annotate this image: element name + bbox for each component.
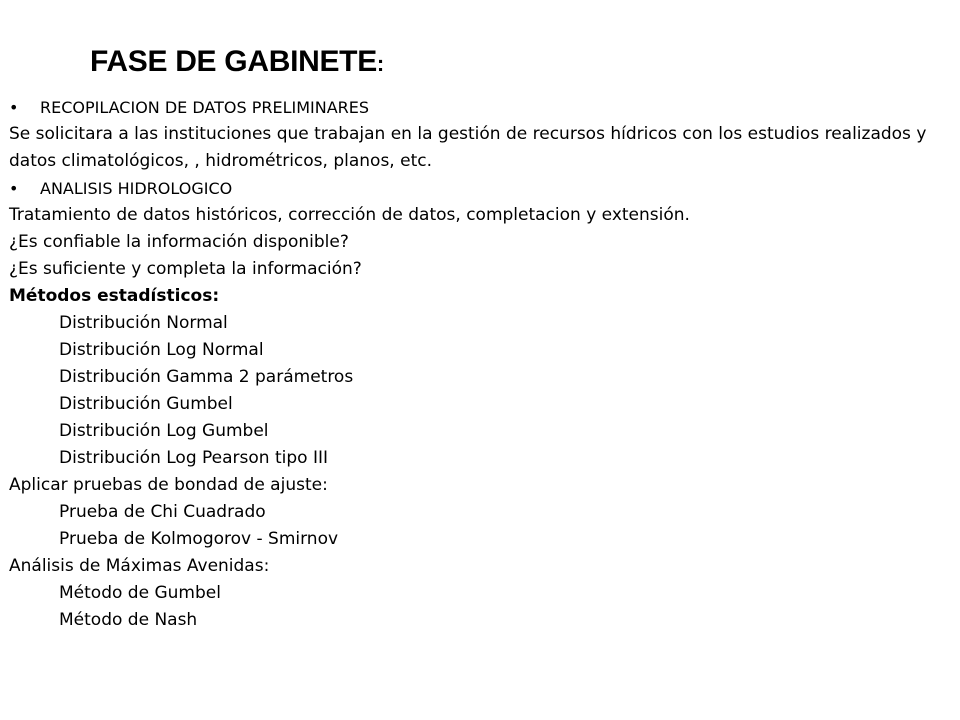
paragraph-analisis: Tratamiento de datos históricos, corrección de datos, completacion y extensión. [9,205,690,225]
bullet-dot-icon: • [9,179,19,198]
bullet-recopilacion [9,94,954,121]
list-item: Método de Nash [59,610,198,630]
list-item: Distribución Gamma 2 parámetros [59,367,354,387]
question-suficiente: ¿Es suficiente y completa la información? [9,259,362,279]
title-text: FASE DE GABINETE [90,45,377,78]
heading-pruebas-bondad: Aplicar pruebas de bondad de ajuste: [9,475,328,495]
section-heading-recopilacion: RECOPILACION DE DATOS PRELIMINARES [40,98,370,117]
list-item: Distribución Log Gumbel [59,421,269,441]
list-item: Distribución Normal [59,313,228,333]
bullet-dot-icon: • [9,98,19,117]
title-colon: : [376,51,384,76]
list-item: Distribución Log Pearson tipo III [59,448,329,468]
section-heading-analisis: ANALISIS HIDROLOGICO [40,179,233,198]
heading-metodos-estadisticos: Métodos estadísticos: [9,286,220,306]
slide-title [90,44,384,82]
bullet-analisis [9,175,954,202]
list-item: Distribución Log Normal [59,340,264,360]
paragraph-recopilacion: Se solicitara a las instituciones que trabajan en la gestión de recursos hídricos con los estudios realizados y datos climatológicos, , hidrométricos, planos, etc. [9,124,927,171]
list-item: Distribución Gumbel [59,394,233,414]
slide-content [9,94,954,634]
list-item: Método de Gumbel [59,583,221,603]
list-item: Prueba de Chi Cuadrado [59,502,266,522]
list-item: Prueba de Kolmogorov - Smirnov [59,529,339,549]
heading-maximas-avenidas: Análisis de Máximas Avenidas: [9,556,270,576]
question-confiable: ¿Es confiable la información disponible? [9,232,349,252]
